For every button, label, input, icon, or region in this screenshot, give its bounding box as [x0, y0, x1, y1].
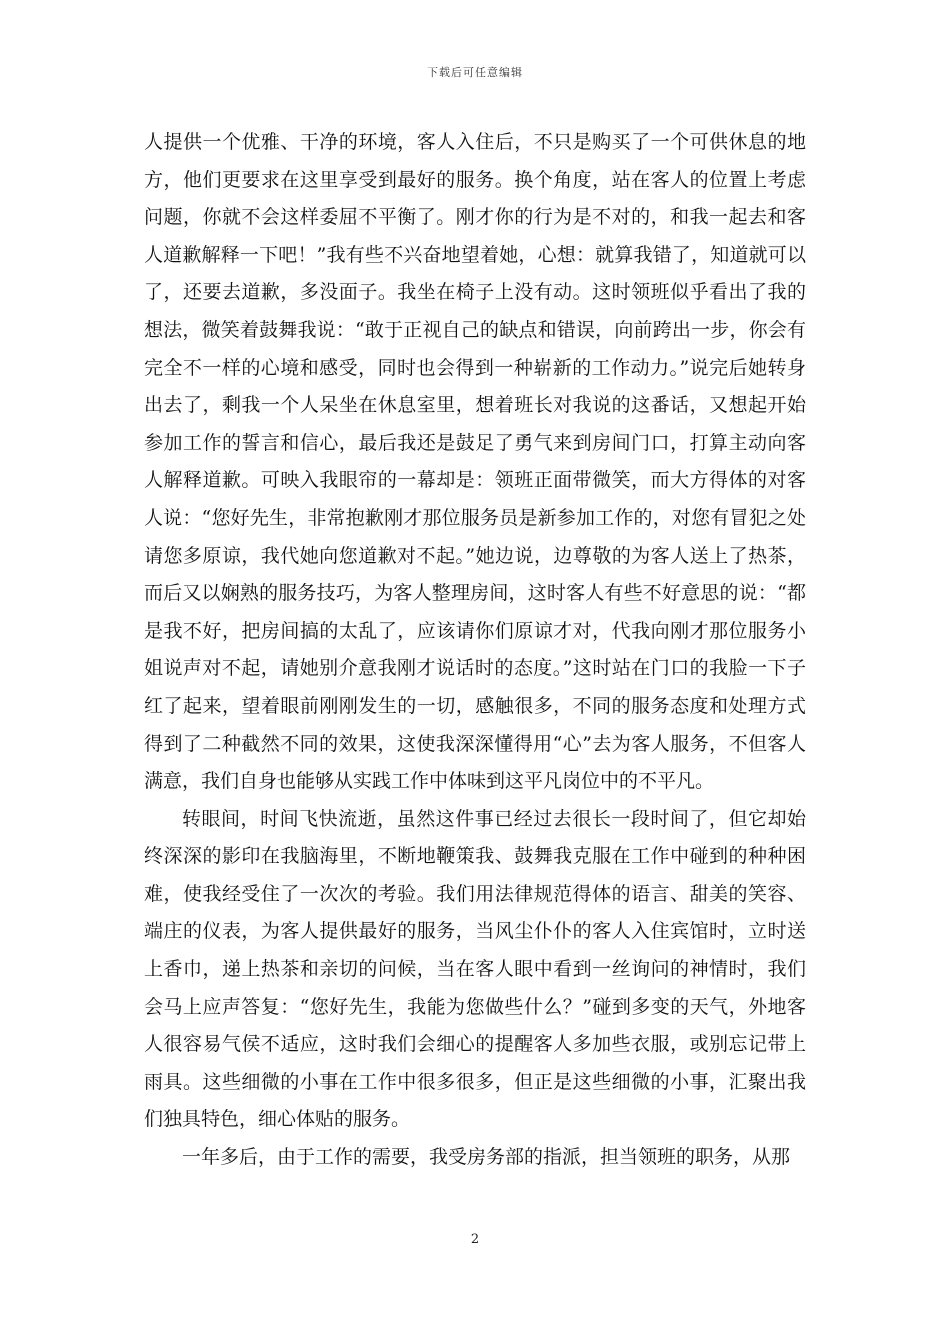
- paragraph-continuation: 人提供一个优雅、干净的环境，客人入住后，不只是购买了一个可供休息的地方，他们更要求在这里享受到最好的服务。换个角度，站在客人的位置上考虑问题，你就不会这样委屈不平衡了。刚才你的行为是不对的，和我一起去和客人道歉解释一下吧！”我有些不兴奋地望着她，心想：就算我错了，知道就可以了，还要去道歉，多没面子。我坐在椅子上没有动。这时领班似乎看出了我的想法，微笑着鼓舞我说：“敢于正视自己的缺点和错误，向前跨出一步，你会有完全不一样的心境和感受，同时也会得到一种崭新的工作动力。”说完后她转身出去了，剩我一个人呆坐在休息室里，想着班长对我说的这番话，又想起开始参加工作的誓言和信心，最后我还是鼓足了勇气来到房间门口，打算主动向客人解释道歉。可映入我眼帘的一幕却是：领班正面带微笑，而大方得体的对客人说：“您好先生，非常抱歉刚才那位服务员是新参加工作的，对您有冒犯之处请您多原谅，我代她向您道歉对不起。”她边说，边尊敬的为客人送上了热茶，而后又以娴熟的服务技巧，为客人整理房间，这时客人有些不好意思的说：“都是我不好，把房间搞的太乱了，应该请你们原谅才对，代我向刚才那位服务小姐说声对不起，请她别介意我刚才说话时的态度。”这时站在门口的我脸一下子红了起来，望着眼前刚刚发生的一切，感触很多，不同的服务态度和处理方式得到了二种截然不同的效果，这使我深深懂得用“心”去为客人服务，不但客人满意，我们自身也能够从实践工作中体味到这平凡岗位中的不平凡。: [144, 131, 806, 793]
- paragraph: 转眼间，时间飞快流逝，虽然这件事已经过去很长一段时间了，但它却始终深深的影印在我脑海里，不断地鞭策我、鼓舞我克服在工作中碰到的种种困难，使我经受住了一次次的考验。我们用法律规范得体的语言、甜美的笑容、端庄的仪表，为客人提供最好的服务，当风尘仆仆的客人入住宾馆时，立时送上香巾，递上热茶和亲切的问候，当在客人眼中看到一丝询问的神情时，我们会马上应声答复：“您好先生，我能为您做些什么？”碰到多变的天气，外地客人很容易气侯不适应，这时我们会细心的提醒客人多加些衣服，或别忘记带上雨具。这些细微的小事在工作中很多很多，但正是这些细微的小事，汇聚出我们独具特色，细心体贴的服务。: [144, 807, 806, 1131]
- body-text: [144, 124, 806, 1177]
- page-number: 2: [470, 1232, 480, 1247]
- paragraph: 一年多后，由于工作的需要，我受房务部的指派，担当领班的职务，从那: [182, 1146, 791, 1169]
- page-header: 下载后可任意编辑: [427, 66, 523, 79]
